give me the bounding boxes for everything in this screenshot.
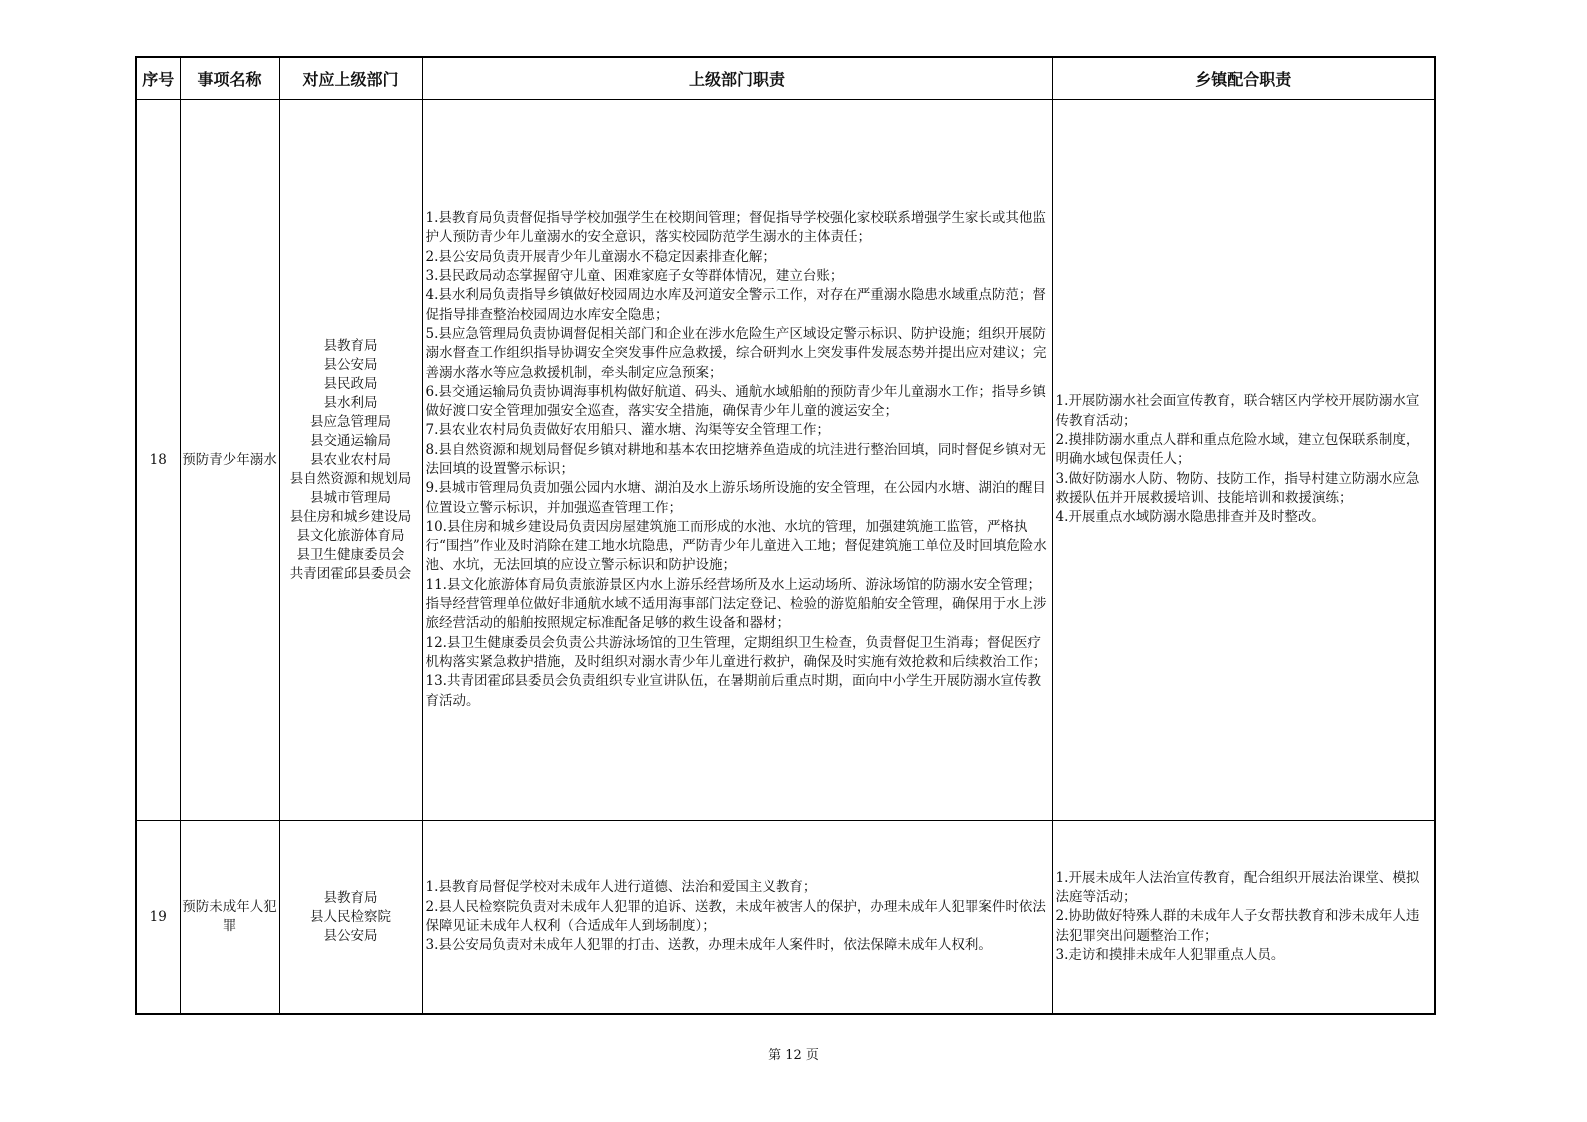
page-number: 第 12 页 [768, 1048, 819, 1063]
duty-line: 2.协助做好特殊人群的未成年人子女帮扶教育和涉未成年人违法犯罪突出问题整治工作； [1055, 908, 1420, 944]
duty-line: 4.县水利局负责指导乡镇做好校园周边水库及河道安全警示工作，对存在严重溺水隐患水域重点防范；督促指导排查整治校园周边水库安全隐患； [425, 287, 1046, 323]
duty-line: 3.县公安局负责对未成年人犯罪的打击、送教，办理未成年人案件时，依法保障未成年人权利。 [425, 937, 992, 954]
header-town-duty: 乡镇配合职责 [1052, 57, 1435, 100]
row-item-name: 预防未成年人犯罪 [180, 821, 279, 1015]
duty-line: 12.县卫生健康委员会负责公共游泳场馆的卫生管理，定期组织卫生检查，负责督促卫生消毒；督促医疗机构落实紧急救护措施，及时组织对溺水青少年儿童进行救护，确保及时实施有效抢救和后续救治工作； [425, 634, 1047, 670]
duty-line: 1.县教育局督促学校对未成年人进行道德、法治和爱国主义教育； [425, 879, 817, 896]
header-item-name: 事项名称 [180, 57, 279, 100]
duty-line: 2.摸排防溺水重点人群和重点危险水域，建立包保联系制度，明确水域包保责任人； [1055, 432, 1420, 468]
duty-line: 3.县民政局动态掌握留守儿童、困难家庭子女等群体情况，建立台账； [425, 268, 844, 285]
dept-line: 县城市管理局 [310, 489, 391, 506]
row-item-name: 预防青少年溺水 [180, 100, 279, 821]
dept-line: 县人民检察院 [310, 908, 391, 925]
row-seq: 18 [136, 100, 180, 821]
row-depts [279, 821, 422, 1015]
duty-line: 1.县教育局负责督促指导学校加强学生在校期间管理；督促指导学校强化家校联系增强学生家长或其他监护人预防青少年儿童溺水的安全意识，落实校园防范学生溺水的主体责任； [425, 210, 1046, 246]
dept-line: 县公安局 [323, 356, 378, 373]
duty-line: 1.开展防溺水社会面宣传教育，联合辖区内学校开展防溺水宣传教育活动； [1055, 393, 1420, 429]
duty-line: 1.开展未成年人法治宣传教育，配合组织开展法治课堂、模拟法庭等活动； [1055, 869, 1420, 906]
duty-line: 7.县农业农村局负责做好农用船只、灌水塘、沟渠等安全管理工作； [425, 422, 830, 439]
dept-line: 县公安局 [323, 927, 378, 944]
duty-table [135, 56, 1436, 1015]
duty-line: 2.县人民检察院负责对未成年人犯罪的追诉、送教，未成年被害人的保护，办理未成年人犯罪案件时依法保障见证未成年人权利（合适成年人到场制度）； [425, 898, 1046, 934]
duty-line: 3.走访和摸排未成年人犯罪重点人员。 [1055, 946, 1285, 963]
duty-line: 9.县城市管理局负责加强公园内水塘、湖泊及水上游乐场所设施的安全管理，在公园内水塘、湖泊的醒目位置设立警示标识，并加强巡查管理工作； [425, 480, 1046, 516]
duty-line: 11.县文化旅游体育局负责旅游景区内水上游乐经营场所及水上运动场所、游泳场馆的防溺水安全管理；指导经营管理单位做好非通航水域不适用海事部门法定登记、检验的游览船舶安全管理，确保用于水上涉旅经营活动的船舶按照规定标准配备足够的救生设备和器材； [425, 576, 1047, 632]
duty-line: 3.做好防溺水人防、物防、技防工作，指导村建立防溺水应急救援队伍并开展救援培训、技能培训和救援演练； [1055, 470, 1420, 506]
duty-line: 5.县应急管理局负责协调督促相关部门和企业在涉水危险生产区域设定警示标识、防护设施；组织开展防溺水督查工作组织指导协调安全突发事件应急救援，综合研判水上突发事件发展态势并提出应对建议；完善溺水落水等应急救援机制，牵头制定应急预案； [425, 325, 1047, 381]
row-upper-duties [422, 100, 1052, 821]
dept-line: 县教育局 [323, 889, 378, 906]
duty-line: 4.开展重点水域防溺水隐患排查并及时整改。 [1055, 509, 1325, 526]
duty-line: 10.县住房和城乡建设局负责因房屋建筑施工而形成的水池、水坑的管理，加强建筑施工监管，严格执行“围挡”作业及时消除在建工地水坑隐患，严防青少年儿童进入工地；督促建筑施工单位及时回填危险水池、水坑，无法回填的应设立警示标识和防护设施； [425, 518, 1047, 574]
table-row [136, 821, 1435, 1015]
duty-line: 2.县公安局负责开展青少年儿童溺水不稳定因素排查化解； [425, 248, 776, 265]
header-upper-duty: 上级部门职责 [422, 57, 1052, 100]
dept-line: 县卫生健康委员会 [296, 546, 405, 563]
row-town-duties [1052, 100, 1435, 821]
row-depts [279, 100, 422, 821]
table-row [136, 100, 1435, 821]
header-dept: 对应上级部门 [279, 57, 422, 100]
dept-line: 县农业农村局 [310, 451, 391, 468]
row-upper-duties [422, 821, 1052, 1015]
dept-line: 县文化旅游体育局 [296, 527, 405, 544]
duty-line: 8.县自然资源和规划局督促乡镇对耕地和基本农田挖塘养鱼造成的坑洼进行整治回填，同时督促乡镇对无法回填的设置警示标识； [425, 441, 1046, 477]
row-seq: 19 [136, 821, 180, 1015]
dept-line: 县教育局 [323, 337, 378, 354]
duty-line: 6.县交通运输局负责协调海事机构做好航道、码头、通航水域船舶的预防青少年儿童溺水工作；指导乡镇做好渡口安全管理加强安全巡查，落实安全措施，确保青少年儿童的渡运安全； [425, 383, 1046, 420]
dept-line: 共青团霍邱县委员会 [289, 565, 412, 582]
row-town-duties [1052, 821, 1435, 1015]
dept-line: 县水利局 [323, 394, 378, 411]
header-seq: 序号 [136, 57, 180, 100]
dept-line: 县民政局 [323, 375, 378, 392]
dept-line: 县应急管理局 [310, 413, 391, 430]
header-row [136, 57, 1435, 100]
duty-line: 13.共青团霍邱县委员会负责组织专业宣讲队伍，在暑期前后重点时期，面向中小学生开展防溺水宣传教育活动。 [425, 673, 1041, 709]
dept-line: 县交通运输局 [310, 432, 391, 449]
dept-line: 县住房和城乡建设局 [289, 508, 412, 525]
dept-line: 县自然资源和规划局 [289, 470, 412, 487]
